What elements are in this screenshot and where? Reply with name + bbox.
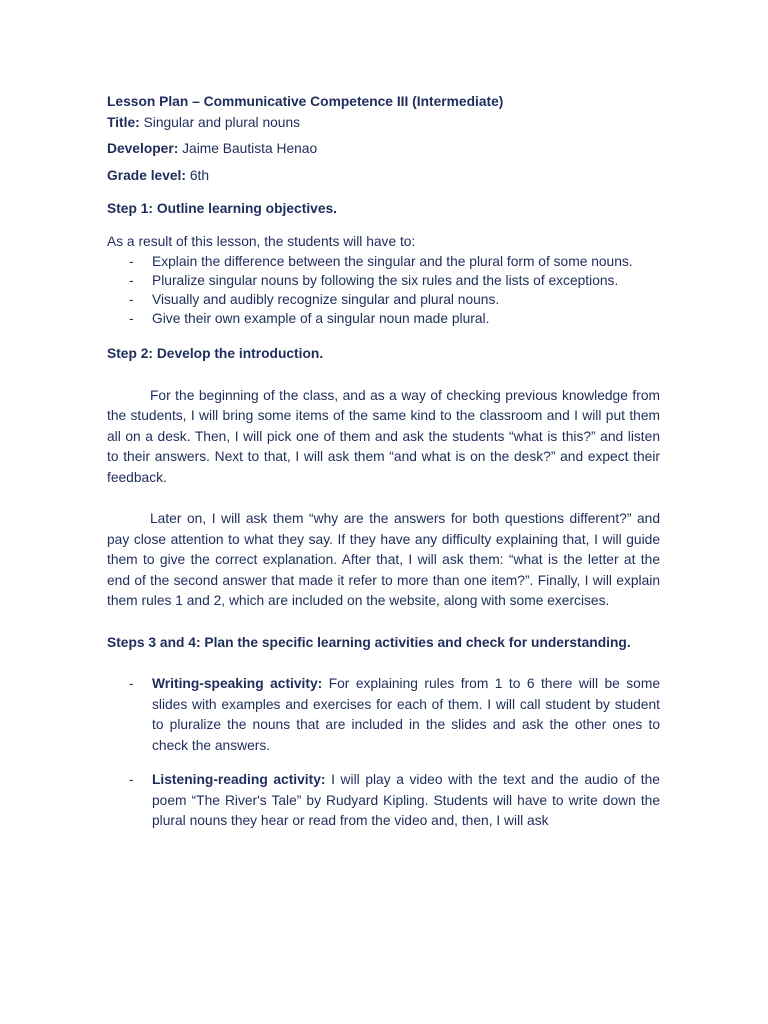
- objective-text: Give their own example of a singular noun made plural.: [152, 311, 490, 326]
- activities-list: [107, 674, 660, 832]
- activity-label: Listening-reading activity:: [152, 772, 326, 787]
- step2-paragraph-1: For the beginning of the class, and as a way of checking previous knowledge from the students, I will bring some items of the same kind to the classroom and I will put them all on a desk. Then, I will pick one of them and ask the students “what is this?” and listen to their answers. Next to that, I will ask them “and what is on the desk?” and expect their feedback.: [107, 387, 660, 485]
- bullet-dash: -: [129, 254, 134, 269]
- lesson-plan-title: Lesson Plan – Communicative Competence III (Intermediate): [107, 94, 504, 109]
- title-label: Title:: [107, 114, 140, 130]
- activity-label: Writing-speaking activity:: [152, 676, 323, 691]
- bullet-dash: -: [129, 676, 134, 691]
- list-item: [107, 309, 660, 328]
- step1-heading: Step 1: Outline learning objectives.: [107, 201, 337, 216]
- objectives-list: [107, 252, 660, 328]
- document-page: [107, 92, 660, 846]
- bullet-dash: -: [129, 311, 134, 326]
- objective-text: Pluralize singular nouns by following the six rules and the lists of exceptions.: [152, 273, 619, 288]
- developer-line: [107, 139, 660, 160]
- title-value: Singular and plural nouns: [143, 114, 301, 130]
- bullet-dash: -: [129, 273, 134, 288]
- developer-value: Jaime Bautista Henao: [182, 141, 318, 156]
- step2-paragraph-2: Later on, I will ask them “why are the answers for both questions different?” and pay close attention to what they say. If they have any difficulty explaining that, I will guide them to give the correct explanation. After that, I will ask them: “what is the letter at the end of the second answer that made it refer to more than one item?”. Finally, I will explain them rules 1 and 2, which are included on the website, along with some exercises.: [107, 511, 660, 608]
- list-item: [107, 290, 660, 309]
- activity-text: For explaining rules from 1 to 6 there will be some slides with examples and exercises for each of them. I will call student by student to pluralize the nouns that are included in the slides and ask the other ones to check the answers.: [152, 676, 660, 753]
- objective-text: Explain the difference between the singular and the plural form of some nouns.: [152, 254, 633, 269]
- bullet-dash: -: [129, 292, 134, 307]
- step1-intro: As a result of this lesson, the students will have to:: [107, 233, 416, 249]
- list-item: [107, 674, 660, 756]
- grade-label: Grade level:: [107, 167, 186, 183]
- grade-line: [107, 166, 660, 187]
- objective-text: Visually and audibly recognize singular and plural nouns.: [152, 292, 500, 307]
- activity-text: I will play a video with the text and the audio of the poem “The River's Tale” by Rudyard Kipling. Students will have to write down the plural nouns they hear or read from the video and, then, I will ask: [152, 772, 660, 828]
- list-item: [107, 271, 660, 290]
- bullet-dash: -: [129, 772, 134, 787]
- step2-heading: Step 2: Develop the introduction.: [107, 346, 324, 361]
- list-item: [107, 770, 660, 832]
- developer-label: Developer:: [107, 141, 179, 156]
- steps34-heading: Steps 3 and 4: Plan the specific learning activities and check for understanding.: [107, 634, 631, 650]
- grade-value: 6th: [189, 167, 210, 183]
- list-item: [107, 252, 660, 271]
- title-line: [107, 113, 660, 134]
